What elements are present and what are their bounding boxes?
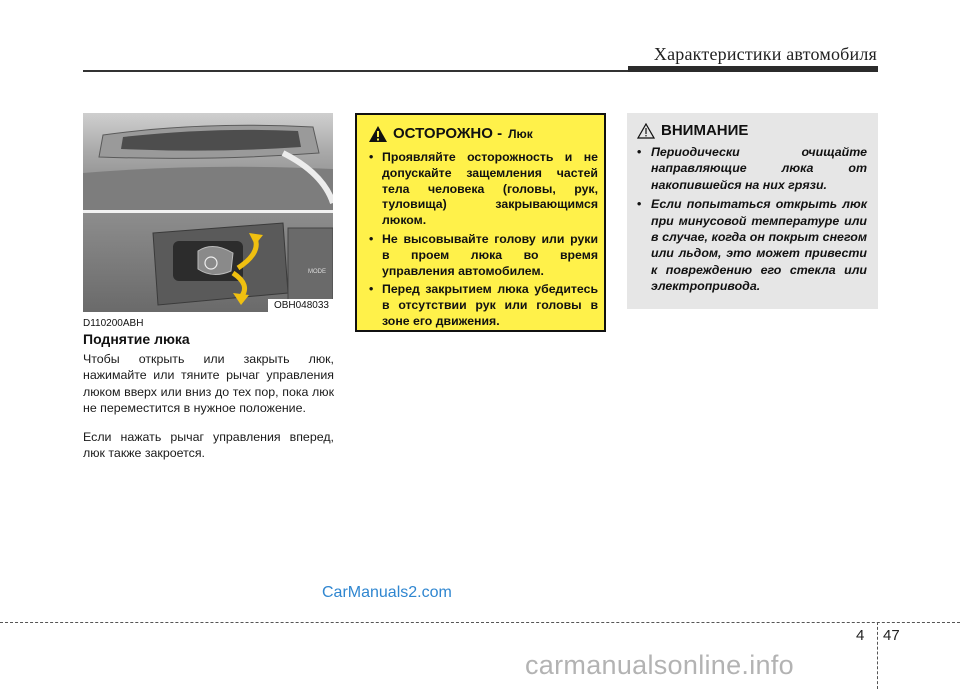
warning-title-text: ОСТОРОЖНО -: [393, 125, 503, 142]
caution-triangle-icon: [637, 123, 655, 139]
caution-title: [637, 122, 748, 139]
warning-box: [355, 113, 606, 332]
chapter-number: 4: [856, 627, 865, 644]
caution-list: [637, 144, 867, 298]
bullet: •: [637, 145, 642, 159]
footer-vertical-rule: [877, 622, 878, 689]
warning-item-text: Перед закрытием люка убедитесь в отсутствии рук или головы в зоне его движения.: [382, 282, 598, 328]
arrow-down-icon: [233, 293, 249, 305]
warning-item-text: Проявляйте осторожность и не допускайте защемления частей тела человека (головы, рук, туловища) закрывающимся люком.: [382, 150, 598, 228]
caution-item-text: Периодически очищайте направляющие люка от накопившейся на них грязи.: [651, 145, 867, 192]
warning-triangle-icon: [369, 126, 387, 142]
warning-subtitle: Люк: [508, 126, 533, 141]
caution-item-text: Если попытаться открыть люк при минусовой температуре или в случае, когда он покрыт снегом или льдом, это может привести к повреждению его стекла или электропривода.: [651, 197, 867, 294]
section-code: D110200ABH: [83, 318, 144, 329]
header-rule-thin: [83, 70, 628, 72]
sunroof-control-photo: [83, 113, 333, 312]
caution-box: [627, 113, 878, 309]
sunroof-panel-drawing: [83, 113, 333, 210]
site-url-watermark[interactable]: carmanualsonline.info: [525, 650, 794, 680]
page-number: 47: [883, 627, 900, 644]
warning-item-text: Не высовывайте голову или руки в проем люка во время управления автомобилем.: [382, 231, 598, 278]
bullet: •: [369, 150, 374, 164]
paragraph-open-close: Чтобы открыть или закрыть люк, нажимайте или тяните рычаг управления люком вверх или вниз до тех пор, пока люк не переместится в нужное положение.: [83, 352, 334, 416]
footer-rule: [0, 622, 960, 623]
watermark-link[interactable]: CarManuals2.com: [322, 584, 452, 601]
bullet: •: [369, 231, 374, 246]
bullet: •: [369, 282, 374, 297]
mode-button-marking: MODE: [308, 269, 326, 275]
photo-control-lever: [83, 213, 333, 312]
caution-item: [637, 144, 867, 193]
figure-code: OBH048033: [268, 299, 333, 312]
control-lever-drawing: [83, 213, 333, 312]
header-rule-thick: [628, 66, 878, 72]
warning-list: [369, 150, 598, 333]
photo-sunroof-panel: [83, 113, 333, 210]
warning-item: [369, 150, 598, 229]
warning-item: [369, 282, 598, 329]
caution-item: [637, 196, 867, 294]
page-header-title: Характеристики автомобиля: [653, 44, 877, 64]
paragraph-forward-close: Если нажать рычаг управления вперед, люк также закроется.: [83, 430, 334, 461]
warning-item: [369, 232, 598, 279]
warning-title: [369, 125, 533, 142]
bullet: •: [637, 197, 642, 212]
section-heading: Поднятие люка: [83, 331, 190, 347]
caution-title-text: ВНИМАНИЕ: [661, 122, 749, 139]
